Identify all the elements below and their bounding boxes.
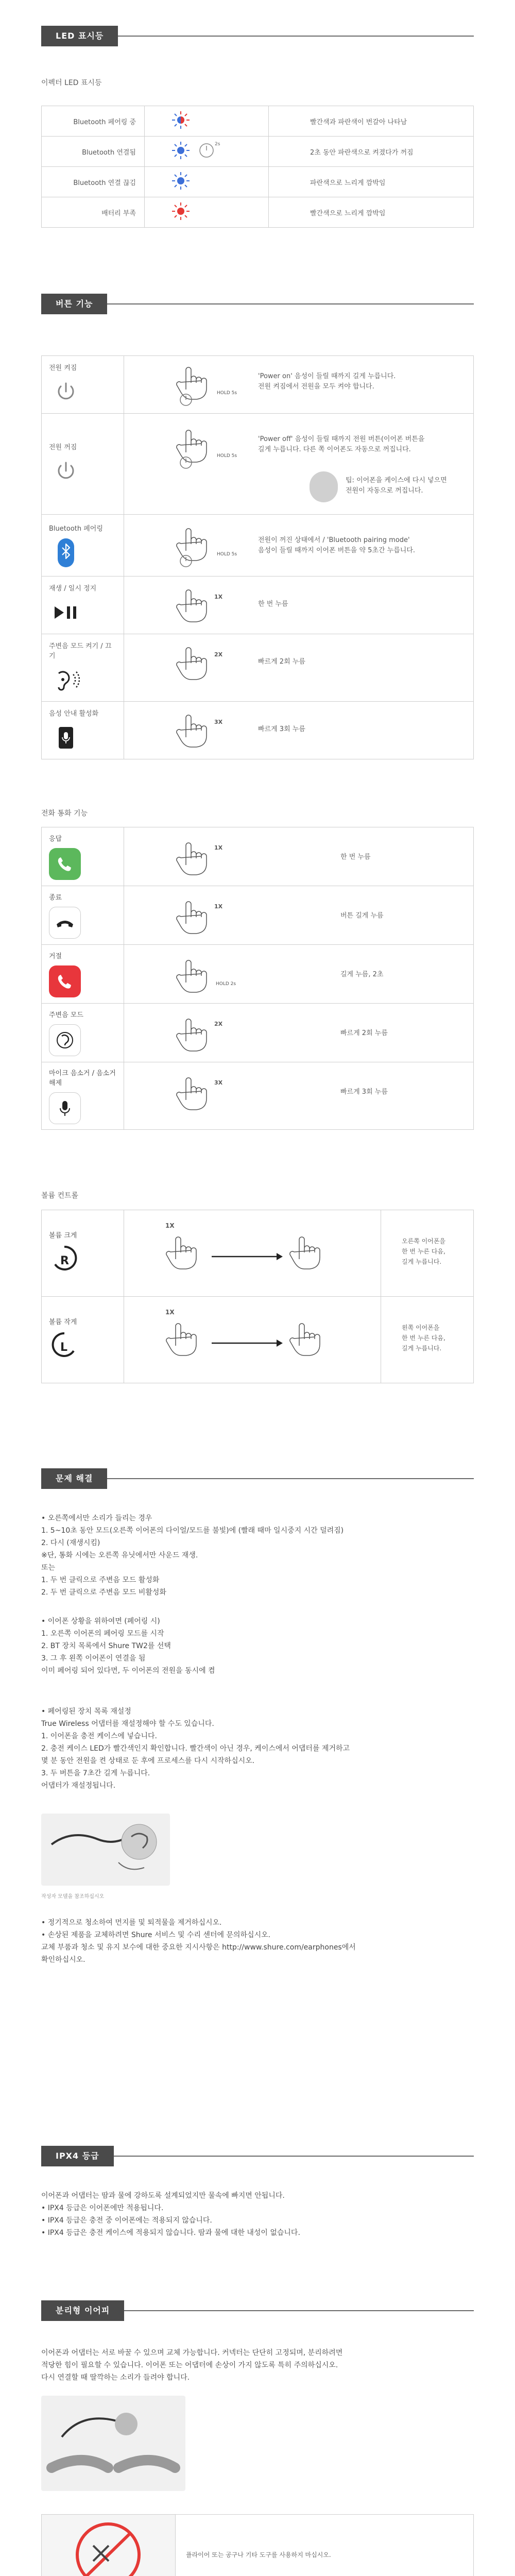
led-name: Bluetooth 페어링 중 [42, 106, 145, 137]
section-title: 문제 해결 [41, 1468, 107, 1489]
function-desc [258, 434, 424, 455]
phone-decline-icon [49, 965, 81, 997]
function-cell [42, 414, 124, 515]
trouble-section-header [41, 1468, 474, 1489]
section-title: 분리형 이어피 [41, 2300, 124, 2321]
arrow-right-icon [212, 1251, 284, 1262]
function-cell [42, 1297, 124, 1383]
text-line: 1. 두 번 클릭으로 주변음 모드 활성화 [41, 1576, 160, 1584]
care-illustration [42, 2515, 176, 2576]
hand-tap-icon [165, 1317, 201, 1359]
text-line: 이어폰과 어댑터는 땀과 물에 강하도록 설계되었지만 물속에 빠지면 안됩니다. [41, 2192, 285, 2200]
volume-table [41, 1210, 474, 1383]
table-row [42, 1004, 474, 1062]
led-burst-icon [145, 106, 268, 134]
function-detail [124, 827, 474, 886]
text-line: 적당한 힘이 필요할 수 있습니다. 이어폰 또는 어댑터에 손상이 가지 않도록 특히 주의하십시오. [41, 2361, 338, 2369]
call-function-table [41, 827, 474, 1130]
function-cell [42, 515, 124, 577]
table-row [42, 356, 474, 414]
table-row [42, 137, 474, 167]
table-row [42, 414, 474, 515]
function-detail [124, 414, 474, 515]
function-cell [42, 1004, 124, 1062]
press-count: 1X [214, 903, 223, 910]
hand-tap-icon [176, 895, 212, 937]
care-desc: 플라이어 또는 공구나 기타 도구를 사용하지 마십시오. [186, 2551, 331, 2558]
phone-answer-icon [49, 848, 81, 880]
text-line: • 오른쪽에서만 소리가 들리는 경우 [41, 1514, 152, 1522]
function-detail [124, 702, 474, 759]
hold-label: HOLD 2s [216, 981, 236, 987]
press-count: 1X [165, 1222, 175, 1229]
text-line: • 페어링된 장치 목록 재설정 [41, 1707, 131, 1716]
function-desc: 한 번 누름 [258, 600, 288, 608]
voice-assistant-icon [49, 723, 83, 753]
press-count: 2X [214, 1021, 223, 1027]
table-row [42, 634, 474, 702]
section-title: IPX4 등급 [41, 2146, 114, 2166]
ambient-mode-icon [49, 665, 83, 695]
volume-desc-cell [381, 1297, 474, 1383]
function-detail [124, 634, 474, 702]
press-count: 3X [214, 1079, 223, 1086]
led-indicator-icon [145, 137, 269, 167]
function-label: 주변음 모드 [49, 1011, 83, 1019]
hand-tap-icon [176, 584, 212, 625]
function-label: 볼륨 작게 [49, 1318, 77, 1326]
volume-desc-cell [381, 1210, 474, 1297]
function-detail [124, 945, 474, 1004]
function-desc: 한 번 누름 [340, 853, 371, 861]
function-desc: 길게 누름, 2초 [340, 971, 384, 978]
volume-caption: 볼륨 컨트롤 [41, 1192, 79, 1200]
function-label: 마이크 음소거 / 음소거 해제 [49, 1070, 116, 1087]
text-line: 교체 부품과 청소 및 유지 보수에 대한 중요한 지시사항은 http://www.shure.com/earphones에서 [41, 1943, 356, 1952]
hand-tap-icon [176, 1072, 212, 1113]
hand-press-icon [176, 361, 217, 408]
led-desc: 빨간색으로 느리게 깜박임 [269, 197, 474, 228]
table-row [42, 197, 474, 228]
button-function-table [41, 355, 474, 759]
hold-label: HOLD 5s [217, 552, 237, 557]
function-cell [42, 1210, 124, 1297]
calls-caption: 전화 통화 기능 [41, 809, 88, 818]
function-detail [124, 356, 474, 414]
text-line: 어댑터가 재설정됩니다. [41, 1782, 116, 1790]
desc-line: 전원이 꺼진 상태에서 / 'Bluetooth pairing mode' [258, 536, 410, 544]
left-earphone-icon [49, 1330, 80, 1361]
right-earphone-icon [49, 1244, 80, 1275]
ipx4-text [41, 2190, 474, 2239]
table-row [42, 106, 474, 137]
hand-press-icon [289, 1317, 325, 1359]
text-line: 2. 충전 케이스 LED가 빨간색인지 확인합니다. 빨간색이 아닌 경우, 케이스에서 어댑터를 제거하고 [41, 1744, 350, 1753]
led-red-slow-icon [145, 197, 268, 225]
function-desc [258, 371, 396, 392]
function-desc: 버튼 길게 누름 [340, 912, 384, 920]
function-label: 응답 [49, 835, 62, 843]
led-caption: 이펙터 LED 표시등 [41, 79, 102, 87]
text-line: 3. 그 후 왼쪽 이어폰이 연결을 됨 [41, 1654, 146, 1663]
function-cell [42, 634, 124, 702]
no-tools-icon [42, 2515, 175, 2576]
play-pause-icon [49, 598, 83, 628]
led-name: 배터리 부족 [42, 197, 145, 228]
led-name: Bluetooth 연결 끊김 [42, 167, 145, 197]
function-label: 음성 안내 활성화 [49, 710, 99, 718]
text-line: 1. 오른쪽 이어폰의 페어링 모드를 시작 [41, 1630, 164, 1638]
text-line: 2. 두 번 클릭으로 주변음 모드 비활성화 [41, 1588, 166, 1597]
desc-line: 전원 켜짐에서 전원을 모두 켜야 합니다. [258, 383, 374, 391]
text-line: True Wireless 어댑터를 재설정해야 할 수도 있습니다. [41, 1720, 214, 1728]
function-cell [42, 945, 124, 1004]
text-line: ※단, 통화 시에는 오른쪽 유닛에서만 사운드 재생. [41, 1551, 198, 1560]
text-line: • 정기적으로 청소하여 먼지를 및 퇴적물을 제거하십시오. [41, 1919, 222, 1927]
function-desc: 빠르게 2회 누름 [258, 658, 305, 666]
function-cell [42, 827, 124, 886]
image-caption: 작성자 모델을 참조하십시오 [41, 1894, 105, 1900]
hand-tap-icon [176, 1013, 212, 1054]
table-row [42, 1297, 474, 1383]
text-line: • 손상된 제품을 교체하려면 Shure 서비스 및 수리 센터에 문의하십시오. [41, 1931, 271, 1939]
text-line: 1. 이어폰을 충전 케이스에 넣습니다. [41, 1732, 157, 1740]
function-label: 재생 / 일시 정지 [49, 585, 97, 592]
volume-steps [124, 1297, 381, 1383]
microphone-icon [49, 1092, 81, 1124]
function-detail [124, 886, 474, 945]
buttons-section-header [41, 294, 474, 314]
function-label: 거절 [49, 953, 62, 960]
table-row [42, 1062, 474, 1130]
function-label: Bluetooth 페어링 [49, 525, 103, 533]
phone-end-icon [49, 907, 81, 939]
text-line: 이어폰과 어댑터는 서로 바꿀 수 있으며 교체 가능합니다. 커넥터는 단단히 고정되며, 분리하려면 [41, 2349, 343, 2357]
earphone-detach-illustration [41, 2396, 185, 2491]
hold-label: HOLD 5s [217, 391, 237, 396]
text-line: • 이어폰 상황을 위하여면 (페어링 시) [41, 1617, 160, 1625]
desc-line: 한 번 누른 다음, [402, 1248, 445, 1255]
earphone-cable-illustration [41, 1814, 170, 1886]
function-detail [124, 1062, 474, 1130]
function-cell [42, 886, 124, 945]
led-indicator-icon [145, 167, 269, 197]
function-cell [42, 702, 124, 759]
hand-press-icon [176, 522, 217, 569]
hand-tap-icon [176, 641, 212, 683]
text-line: 또는 [41, 1564, 56, 1572]
led-section-header [41, 26, 474, 46]
function-desc: 빠르게 3회 누름 [340, 1088, 388, 1096]
function-desc [402, 1236, 445, 1267]
text-line: 몇 분 동안 전원을 켠 상태로 둔 후에 프로세스를 다시 시작하십시오. [41, 1757, 255, 1765]
press-count: 1X [214, 594, 223, 600]
table-row [42, 702, 474, 759]
text-line: 1. 5~10초 동안 모드(오른쪽 이어폰의 다이얼/모드를 불빛)에 (빨래 때마 일시중지 시간 덜려짐) [41, 1527, 344, 1535]
volume-steps [124, 1210, 381, 1297]
function-label: 주변음 모드 켜기 / 끄기 [49, 642, 112, 660]
hand-press-icon [289, 1231, 325, 1272]
led-name: Bluetooth 연결됨 [42, 137, 145, 167]
function-label: 볼륨 크게 [49, 1232, 77, 1240]
table-row [42, 167, 474, 197]
hand-tap-icon [165, 1231, 201, 1272]
arrow-right-icon [212, 1338, 284, 1348]
tip-line: 전원이 자동으로 꺼집니다. [346, 487, 423, 495]
trouble-block-2 [41, 1615, 474, 1677]
desc-line: 오른쪽 이어폰을 [402, 1238, 445, 1245]
text-line: • IPX4 등급은 충전 중 이어폰에는 적용되지 않습니다. [41, 2216, 212, 2225]
table-row [42, 945, 474, 1004]
care-desc-cell [176, 2515, 474, 2576]
svg-text:R: R [60, 1255, 69, 1267]
text-line: 2. BT 장치 목록에서 Shure TW2를 선택 [41, 1642, 171, 1650]
power-icon [49, 377, 83, 407]
led-blue-slow-icon [145, 167, 268, 195]
text-line: • IPX4 등급은 충전 케이스에 적용되지 않습니다. 땀과 물에 대한 내성이 없습니다. [41, 2229, 300, 2237]
desc-line: 왼쪽 이어폰을 [402, 1324, 440, 1331]
function-label: 전원 켜짐 [49, 364, 77, 372]
detach-text [41, 2347, 474, 2384]
desc-line: 'Power on' 음성이 들릴 때까지 길게 누릅니다. [258, 372, 396, 380]
hold-label: HOLD 5s [217, 453, 237, 459]
trouble-block-4 [41, 1917, 474, 1966]
ambient-mode-icon [49, 1024, 81, 1056]
led-desc: 2초 동안 파란색으로 켜졌다가 꺼짐 [269, 137, 474, 167]
text-line: • IPX4 등급은 이어폰에만 적용됩니다. [41, 2204, 164, 2212]
press-count: 3X [214, 719, 223, 725]
table-row [42, 1210, 474, 1297]
function-cell [42, 577, 124, 634]
table-row [42, 577, 474, 634]
tip-text [346, 476, 447, 496]
table-row [42, 2515, 474, 2576]
trouble-block-1 [41, 1512, 474, 1599]
bluetooth-icon [49, 538, 83, 568]
text-line: 이미 페어링 되어 있다면, 두 이어폰의 전원을 동시에 켬 [41, 1667, 215, 1675]
text-line: 다시 연결할 때 딸깍하는 소리가 들려야 합니다. [41, 2374, 190, 2382]
press-count: 1X [214, 844, 223, 851]
table-row [42, 515, 474, 577]
function-detail [124, 577, 474, 634]
led-desc: 빨간색과 파란색이 번갈아 나타남 [269, 106, 474, 137]
function-detail [124, 515, 474, 577]
svg-text:2s: 2s [215, 142, 220, 147]
text-line: 2. 다시 (재생시킴) [41, 1539, 100, 1547]
table-row [42, 886, 474, 945]
section-title: LED 표시등 [41, 26, 118, 46]
hand-press-icon [176, 424, 217, 470]
function-label: 전원 꺼짐 [49, 444, 77, 451]
led-blue-timer-icon [145, 137, 268, 164]
hand-tap-icon [176, 837, 212, 878]
table-row [42, 827, 474, 886]
function-label: 종료 [49, 894, 62, 902]
section-title: 버튼 기능 [41, 294, 107, 314]
function-desc [402, 1323, 445, 1353]
function-detail [124, 1004, 474, 1062]
desc-line: 음성이 들릴 때까지 이어폰 버튼을 약 5초간 누릅니다. [258, 547, 416, 554]
desc-line: 길게 누릅니다. 다른 쪽 이어폰도 자동으로 꺼집니다. [258, 446, 411, 453]
desc-line: 길게 누릅니다. [402, 1345, 442, 1352]
text-line: 3. 두 버튼을 7초간 길게 누릅니다. [41, 1769, 150, 1777]
care-table [41, 2514, 474, 2576]
press-count: 1X [165, 1309, 175, 1316]
led-indicator-icon [145, 197, 269, 228]
earphone-case-icon [310, 471, 338, 502]
desc-line: 'Power off' 음성이 들릴 때까지 전원 버튼(이어폰 버튼을 [258, 435, 425, 443]
text-line: 확인하십시오. [41, 1956, 85, 1964]
svg-text:L: L [60, 1341, 68, 1354]
desc-line: 한 번 누른 다음, [402, 1334, 445, 1342]
led-indicator-icon [145, 106, 269, 137]
function-desc: 빠르게 2회 누름 [340, 1029, 388, 1037]
ipx4-section-header [41, 2146, 474, 2166]
led-desc: 파란색으로 느리게 깜박임 [269, 167, 474, 197]
function-cell [42, 356, 124, 414]
function-desc: 빠르게 3회 누름 [258, 725, 305, 733]
hand-press-icon [176, 954, 212, 995]
power-icon [49, 456, 83, 486]
led-table [41, 106, 474, 228]
detach-section-header [41, 2300, 474, 2321]
hand-tap-icon [176, 709, 212, 750]
function-desc [258, 535, 415, 556]
function-cell [42, 1062, 124, 1130]
trouble-block-3 [41, 1705, 474, 1792]
desc-line: 길게 누릅니다. [402, 1258, 442, 1265]
press-count: 2X [214, 651, 223, 658]
tip-line: 팁: 이어폰을 케이스에 다시 넣으면 [346, 477, 447, 484]
